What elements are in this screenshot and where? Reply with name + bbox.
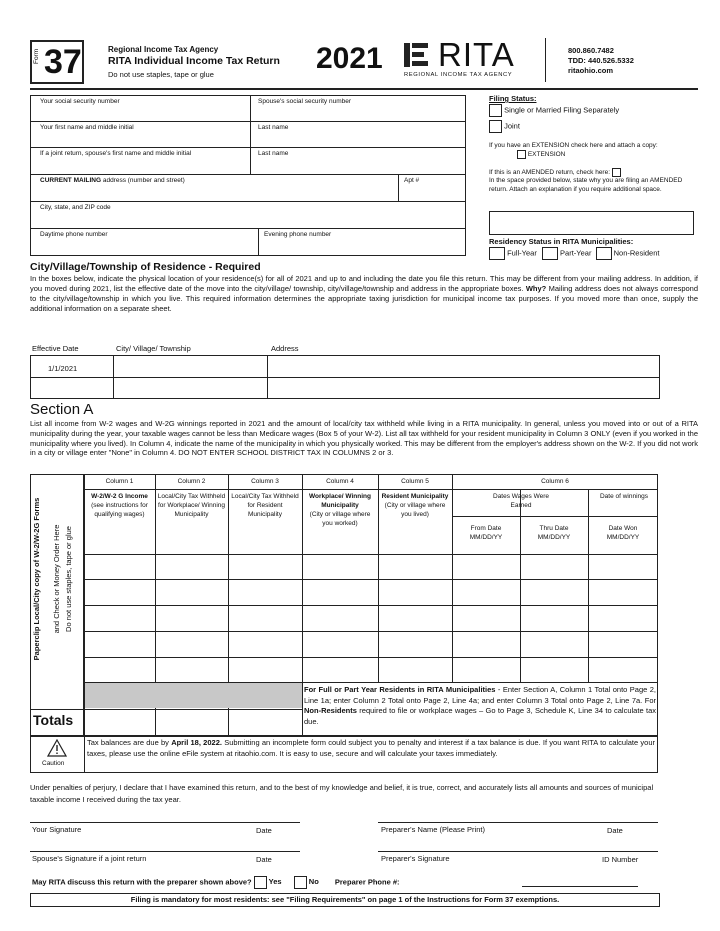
mailing-label: address (number and street) (101, 177, 185, 184)
col1-title: W-2/W-2 G Income (see instructions for qualifying wages) (91, 493, 148, 518)
section-a-input-rows[interactable] (85, 555, 657, 682)
header-note: Do not use staples, tape or glue (108, 70, 214, 79)
logo-text: RITA (438, 36, 515, 73)
footer-notice: Filing is mandatory for most residents: see "Filing Requirements" on page 1 of the Instructions for Form 37 exemptions. (30, 893, 660, 907)
perjury-statement: Under penalties of perjury, I declare that I have examined this return, and to the best of my knowledge and belief, it is true, correct, and accurately lists all amounts and sources of municipal taxable income I received during the tax year. (30, 783, 654, 804)
extension-text: If you have an EXTENSION check here and attach a copy: (489, 142, 658, 149)
col-address: Address (271, 344, 299, 353)
col5-header: Column 5 (401, 478, 429, 485)
discuss-yes-label: Yes (268, 877, 282, 887)
amended-checkbox[interactable] (612, 168, 621, 177)
residence-row-2-city[interactable] (114, 378, 266, 398)
apt-field[interactable]: Apt # (404, 177, 420, 184)
evening-phone-field[interactable]: Evening phone number (264, 231, 332, 238)
col4-header: Column 4 (326, 478, 354, 485)
spouse-ssn-field[interactable]: Spouse's social security number (258, 98, 352, 105)
form-title: RITA Individual Income Tax Return (108, 55, 280, 67)
col3-title: Local/City Tax Withheld for Resident Municipality (231, 493, 299, 518)
col6-dates-earned: Dates Wages Were Earned (493, 493, 549, 509)
extension-option[interactable] (517, 150, 565, 159)
form-label: Form (33, 48, 40, 64)
col2-header: Column 2 (177, 478, 206, 485)
preparer-name-line[interactable]: Preparer's Name (Please Print) (381, 825, 485, 834)
logo-subtext: REGIONAL INCOME TAX AGENCY (404, 72, 513, 78)
full-year-label: Full-Year (507, 248, 537, 258)
filing-single-option[interactable] (489, 104, 619, 117)
amended-explanation-box[interactable] (489, 211, 694, 235)
extension-checkbox[interactable] (517, 150, 526, 159)
header-divider (545, 38, 546, 82)
phone-number: 800.860.7482 (568, 46, 614, 55)
part-year-label: Part-Year (560, 248, 592, 258)
date-2: Date (607, 826, 623, 835)
col-city-village: City/ Village/ Township (116, 344, 191, 353)
full-year-checkbox[interactable] (489, 247, 505, 260)
total-col1-input[interactable] (85, 710, 154, 735)
col6-date-of-winnings: Date of winnings (599, 493, 649, 500)
single-checkbox[interactable] (489, 104, 502, 117)
tdd-number: TDD: 440.526.5332 (568, 56, 634, 65)
caution-label: Caution (42, 760, 65, 767)
col6-from-date: From Date MM/DD/YY (469, 525, 503, 541)
col3-header: Column 3 (251, 478, 279, 485)
residence-title: City/Village/Township of Residence - Required (30, 261, 261, 273)
total-col3-input[interactable] (229, 710, 301, 735)
ssn-field[interactable]: Your social security number (40, 98, 120, 105)
section-a-title: Section A (30, 401, 94, 418)
total-col2-input[interactable] (156, 710, 227, 735)
daytime-phone-field[interactable]: Daytime phone number (40, 231, 108, 238)
mailing-bold-label: CURRENT MAILING (40, 177, 102, 184)
rita-logo-icon (402, 40, 432, 70)
date-3: Date (256, 855, 272, 864)
residence-instructions: In the boxes below, indicate the physical location of your residence(s) for all of 2021 and up to and including the date you file this return. This may be different from your mailing address. In addition, if you moved during 2021, list the effective date of the move into the city/village/ township, city/village/township and address in the appropriate boxes. Why? Mailing address does not always correspond to the city/village/township in which you live. This required information determines the appropriate taxing jurisdiction for municipal income tax purposes. If you moved more than once, supply the additional information on a separate sheet. (30, 274, 699, 313)
spouse-first-name-field[interactable]: If a joint return, spouse's first name and middle initial (40, 150, 192, 157)
preparer-signature-line[interactable]: Preparer's Signature (381, 854, 450, 863)
caution-icon (47, 739, 67, 757)
tax-year: 2021 (316, 42, 383, 75)
col6-header: Column 6 (541, 478, 569, 485)
residence-row-2-address[interactable] (268, 378, 659, 398)
header-rule (30, 88, 698, 90)
totals-label: Totals (33, 712, 74, 728)
amended-text: If this is an AMENDED return, check here: (489, 168, 621, 177)
discuss-no-label: No (308, 877, 319, 887)
residence-row-1-address[interactable] (268, 356, 659, 376)
col6-date-won: Date Won MM/DD/YY (606, 525, 640, 541)
paperclip-label: Paperclip Local/City copy of W-2/W-2G Forms and Check or Money Order Here Do not use staples, tape or glue (32, 497, 73, 661)
section-a-intro: List all income from W-2 wages and W-2G winnings reported in 2021 and the amount of local/city tax withheld while living in a RITA municipality. In general, unless you moved into or out of a RITA municipality during the year, your taxable wages cannot be less than Medicare wages (Box 5 of your W-2). List all tax withheld for your resident municipality in Column 3 ONLY (even if you worked in the municipality where you lived). In Column 4, indicate the name of the municipality in which you physically worked. This may be different from the employer's address shown on the W-2. If you did not work in a city or village enter "None" in Column 4. DO NOT ENTER SCHOOL DISTRICT TAX IN COLUMNS 2 or 3. (30, 419, 699, 458)
residence-row-2-date[interactable] (31, 378, 112, 398)
amended-note: In the space provided below, state why you are filing an AMENDED return. Attach an explanation if you require additional space. (489, 177, 683, 193)
preparer-phone-label: Preparer Phone #: (334, 877, 400, 887)
preparer-phone-line[interactable] (522, 886, 638, 887)
mailing-address-field[interactable] (40, 177, 185, 184)
caution-text: Tax balances are due by April 18, 2022. Submitting an incomplete form could subject you to penalty and interest if a tax balance is due. If you want RITA to calculate your taxes, please use the online eFile system at ritaohio.com. It is easy to use, secure and will calculate your taxes immediately. (87, 738, 656, 758)
id-number: ID Number (602, 855, 639, 864)
discuss-yes-checkbox[interactable] (254, 876, 267, 889)
agency-name: Regional Income Tax Agency (108, 45, 219, 54)
single-label: Single or Married Filing Separately (504, 105, 620, 115)
totals-note: For Full or Part Year Residents in RITA Municipalities - Enter Section A, Column 1 Total onto Page 2, Line 1a; enter Column 2 Total onto Page 2, Line 4a; and enter Column 3 Total onto Page 2, Line 7a. For Non-Residents required to file or workplace wages – Go to Page 3, Schedule K, Line 34 to calculate tax due. (304, 685, 656, 726)
residency-status-title: Residency Status in RITA Municipalities: (489, 237, 634, 246)
non-resident-label: Non-Resident (613, 248, 660, 258)
form-number: 37 (44, 43, 82, 81)
residence-row-1-date[interactable]: 1/1/2021 (48, 364, 78, 373)
your-signature-line[interactable]: Your Signature (32, 825, 82, 834)
discuss-no-checkbox[interactable] (294, 876, 307, 889)
joint-checkbox[interactable] (489, 120, 502, 133)
last-name-field[interactable]: Last name (258, 124, 289, 131)
col2-title: Local/City Tax Withheld for Workplace/ Winning Municipality (157, 493, 226, 518)
spouse-last-name-field[interactable]: Last name (258, 150, 289, 157)
totals-grey-bar (85, 683, 302, 708)
date-1: Date (256, 826, 272, 835)
col5-title: Resident Municipality (City or village where you lived) (381, 493, 449, 518)
city-state-zip-field[interactable]: City, state, and ZIP code (40, 204, 111, 211)
form-number-box (30, 40, 84, 84)
first-name-field[interactable]: Your first name and middle initial (40, 124, 134, 131)
col4-title: Workplace/ Winning Municipality (City or village where you worked) (309, 493, 371, 527)
filing-joint-option[interactable] (489, 120, 520, 133)
discuss-question: May RITA discuss this return with the preparer shown above? Yes No Preparer Phone #: (32, 876, 400, 889)
rita-logo (402, 38, 534, 84)
col1-header: Column 1 (105, 478, 134, 485)
spouse-signature-line[interactable]: Spouse's Signature if a joint return (32, 854, 147, 863)
joint-label: Joint (504, 121, 520, 131)
col-effective-date: Effective Date (32, 344, 79, 353)
residence-row-1-city[interactable] (114, 356, 266, 376)
website: ritaohio.com (568, 66, 614, 75)
part-year-checkbox[interactable] (542, 247, 558, 260)
col6-thru-date: Thru Date MM/DD/YY (537, 525, 571, 541)
non-resident-checkbox[interactable] (596, 247, 612, 260)
filing-status-title: Filing Status: (489, 94, 537, 103)
residency-options (489, 247, 659, 260)
extension-label: EXTENSION (527, 151, 566, 159)
